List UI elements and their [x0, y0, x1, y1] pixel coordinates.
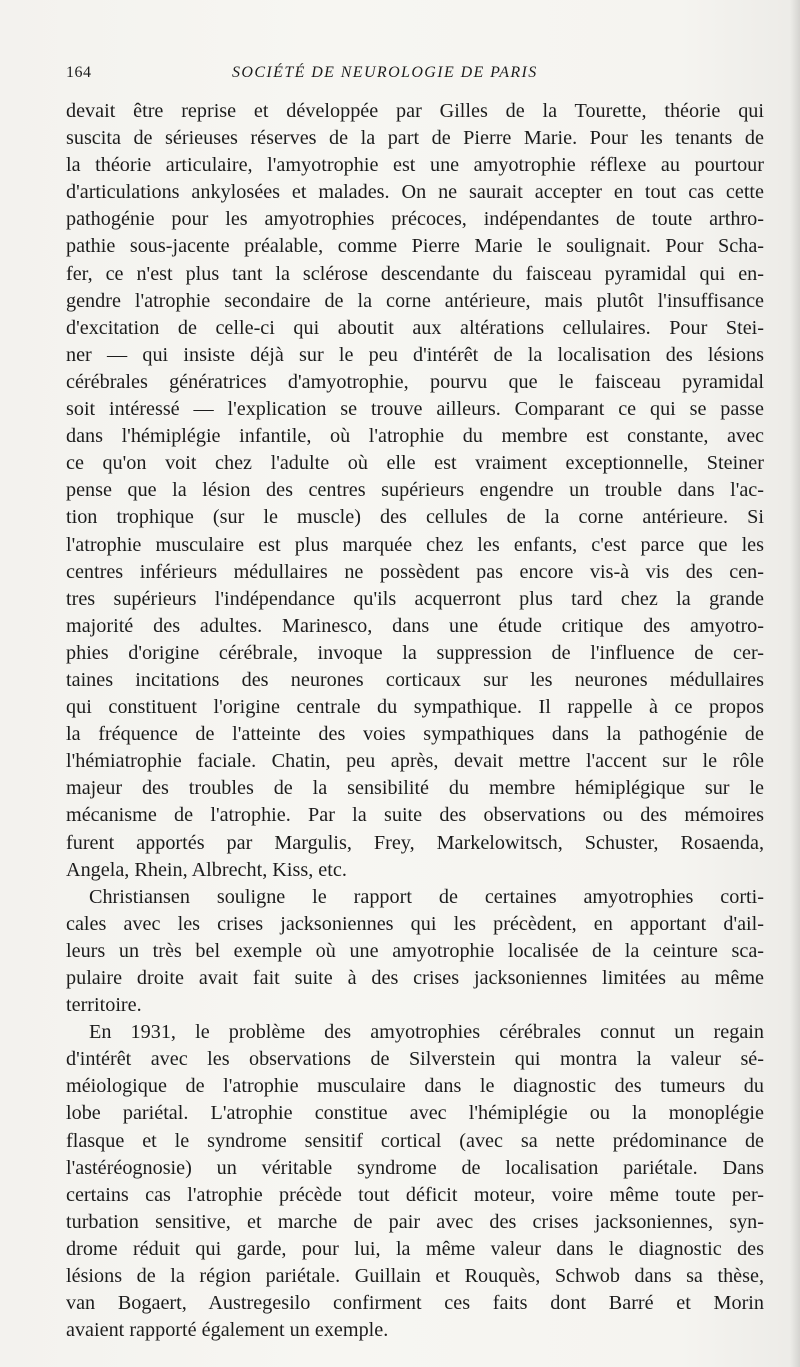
text-line: furent apportés par Margulis, Frey, Markelowitsch, Schuster, Rosaenda, — [66, 831, 764, 854]
text-line: majeur des troubles de la sensibilité du membre hémiplégique sur le — [66, 777, 764, 800]
text-line: cérébrales génératrices d'amyotrophie, pourvu que le faisceau pyramidal — [66, 370, 764, 393]
text-line: la théorie articulaire, l'amyotrophie est une amyotrophie réflexe au pourtour — [66, 154, 764, 177]
text-line: la fréquence de l'atteinte des voies sympathiques dans la pathogénie de — [66, 723, 764, 746]
text-line: territoire. — [66, 994, 142, 1017]
page-header — [66, 64, 756, 88]
text-line: pathie sous-jacente préalable, comme Pierre Marie le soulignait. Pour Scha- — [66, 235, 764, 258]
text-line: méiologique de l'atrophie musculaire dans le diagnostic des tumeurs du — [66, 1075, 764, 1098]
text-line: Angela, Rhein, Albrecht, Kiss, etc. — [66, 858, 347, 881]
text-line: pathogénie pour les amyotrophies précoces, indépendantes de toute arthro- — [66, 208, 764, 231]
text-line: dans l'hémiplégie infantile, où l'atrophie du membre est constante, avec — [66, 425, 764, 448]
text-line: qui constituent l'origine centrale du sympathique. Il rappelle à ce propos — [66, 696, 764, 719]
text-line: centres inférieurs médullaires ne possèdent pas encore vis-à vis des cen- — [66, 560, 764, 583]
text-line: pulaire droite avait fait suite à des crises jacksoniennes limitées au même — [66, 967, 764, 989]
page-number: 164 — [66, 64, 92, 81]
text-line: gendre l'atrophie secondaire de la corne antérieure, mais plutôt l'insuffisance — [66, 289, 764, 312]
text-line: taines incitations des neurones corticaux sur les neurones médullaires — [66, 668, 764, 691]
paragraph — [66, 98, 764, 884]
text-line: certains cas l'atrophie précède tout déficit moteur, voire même toute per- — [66, 1183, 764, 1206]
text-line: tres supérieurs l'indépendance qu'ils acquerront plus tard chez la grande — [66, 587, 764, 610]
text-line: majorité des adultes. Marinesco, dans une étude critique des amyotro- — [66, 614, 764, 637]
text-line: mécanisme de l'atrophie. Par la suite des observations ou des mémoires — [66, 804, 764, 827]
text-line: d'intérêt avec les observations de Silverstein qui montra la valeur sé- — [66, 1048, 764, 1071]
text-line: cales avec les crises jacksoniennes qui les précèdent, en apportant d'ail- — [66, 912, 764, 935]
paragraph — [66, 884, 764, 1019]
text-line: flasque et le syndrome sensitif cortical (avec sa nette prédominance de — [66, 1129, 764, 1152]
text-line: suscita de sérieuses réserves de la part de Pierre Marie. Pour les tenants de — [66, 127, 764, 150]
paragraph — [66, 1019, 764, 1344]
text-line: ce qu'on voit chez l'adulte où elle est vraiment exceptionnelle, Steiner — [66, 452, 764, 475]
body-text — [66, 98, 764, 1344]
text-line: soit intéressé — l'explication se trouve ailleurs. Comparant ce qui se passe — [66, 398, 764, 421]
text-line: van Bogaert, Austregesilo confirment ces faits dont Barré et Morin — [66, 1292, 764, 1315]
running-title: SOCIÉTÉ DE NEUROLOGIE DE PARIS — [232, 64, 538, 81]
page-edge-shadow — [790, 0, 800, 1367]
text-line: devait être reprise et développée par Gilles de la Tourette, théorie qui — [66, 100, 764, 122]
text-line: turbation sensitive, et marche de pair avec des crises jacksoniennes, syn- — [66, 1210, 764, 1233]
text-line: En 1931, le problème des amyotrophies cérébrales connut un regain — [89, 1021, 764, 1044]
text-line: l'hémiatrophie faciale. Chatin, peu après, devait mettre l'accent sur le rôle — [66, 750, 764, 773]
text-line: pense que la lésion des centres supérieurs engendre un trouble dans l'ac- — [66, 479, 764, 502]
text-line: drome réduit qui garde, pour lui, la même valeur dans le diagnostic des — [66, 1237, 764, 1260]
text-line: d'excitation de celle-ci qui aboutit aux altérations cellulaires. Pour Stei- — [66, 316, 764, 339]
text-line: phies d'origine cérébrale, invoque la suppression de l'influence de cer- — [66, 641, 764, 664]
text-line: lobe pariétal. L'atrophie constitue avec l'hémiplégie ou la monoplégie — [66, 1102, 764, 1125]
text-line: avaient rapporté également un exemple. — [66, 1319, 389, 1342]
text-line: ner — qui insiste déjà sur le peu d'intérêt de la localisation des lésions — [66, 343, 764, 366]
text-line: l'atrophie musculaire est plus marquée chez les enfants, c'est parce que les — [66, 533, 764, 556]
text-line: fer, ce n'est plus tant la sclérose descendante du faisceau pyramidal qui en- — [66, 262, 764, 285]
text-line: tion trophique (sur le muscle) des cellules de la corne antérieure. Si — [66, 506, 764, 529]
text-line: d'articulations ankylosées et malades. On ne saurait accepter en tout cas cette — [66, 181, 764, 204]
text-line: l'astéréognosie) un véritable syndrome de localisation pariétale. Dans — [66, 1156, 764, 1179]
text-line: Christiansen souligne le rapport de certaines amyotrophies corti- — [89, 885, 764, 908]
text-line: leurs un très bel exemple où une amyotrophie localisée de la ceinture sca- — [66, 939, 764, 962]
text-line: lésions de la région pariétale. Guillain et Rouquès, Schwob dans sa thèse, — [66, 1265, 764, 1288]
